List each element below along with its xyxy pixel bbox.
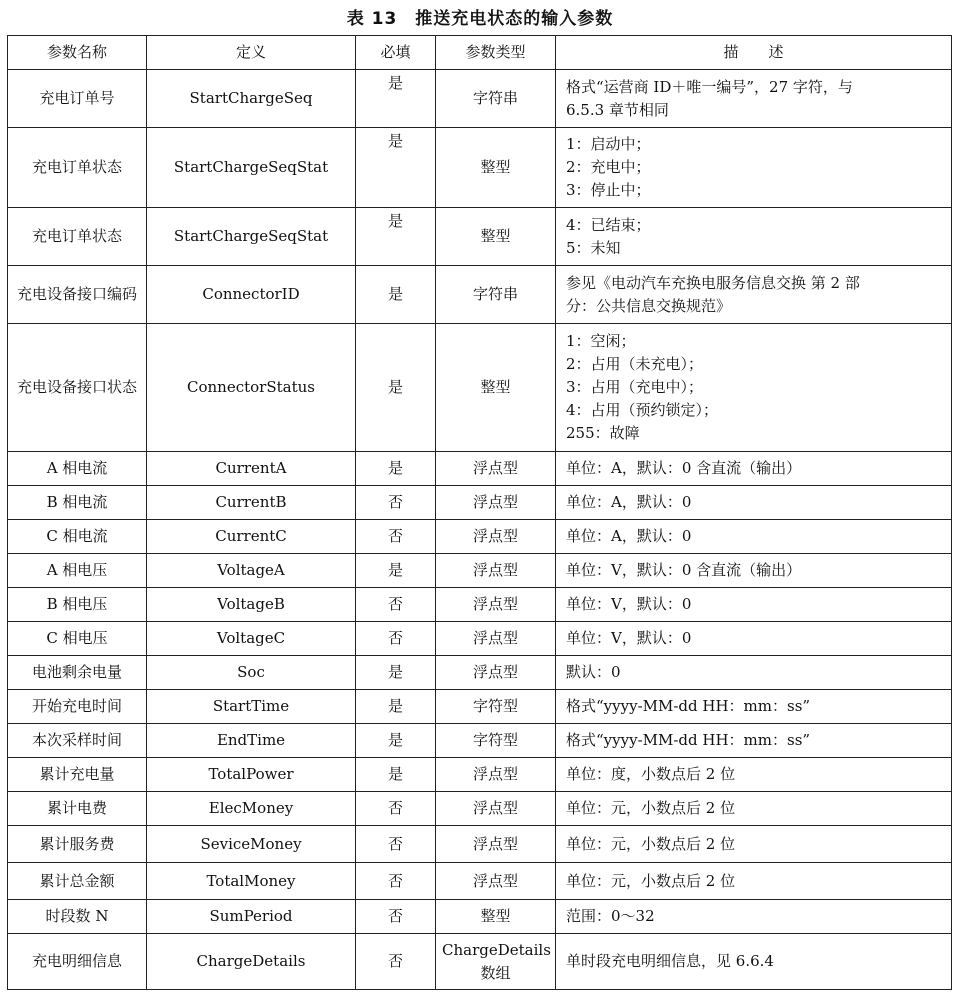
- description-cell: [556, 266, 952, 324]
- description-line: 格式“运营商 ID＋唯一编号”，27 字符，与: [566, 77, 853, 96]
- definition-cell: VoltageB: [147, 588, 356, 622]
- table-row: [8, 934, 952, 990]
- description-cell: [556, 622, 952, 656]
- description-cell: [556, 863, 952, 900]
- required-cell: 是: [356, 690, 436, 724]
- type-cell: 字符串: [436, 70, 556, 128]
- type-cell: 浮点型: [436, 554, 556, 588]
- description-line: 单位：V，默认：0: [566, 629, 692, 647]
- description-cell: [556, 900, 952, 934]
- description-line: 3：占用（充电中）；: [566, 378, 704, 396]
- description-line: 5：未知: [566, 238, 621, 257]
- description-line: 单位：元，小数点后 2 位: [566, 834, 736, 853]
- param-name-cell: 开始充电时间: [8, 690, 147, 724]
- description-line: 2：充电中；: [566, 158, 651, 176]
- description-line: 单位：V，默认：0 含直流（输出）: [566, 561, 802, 579]
- param-name-cell: B 相电压: [8, 588, 147, 622]
- table-row: [8, 863, 952, 900]
- definition-cell: ConnectorStatus: [147, 324, 356, 452]
- header-row: [8, 36, 952, 70]
- type-cell: 字符型: [436, 690, 556, 724]
- param-name-cell: A 相电流: [8, 452, 147, 486]
- param-name-cell: C 相电压: [8, 622, 147, 656]
- param-name-cell: B 相电流: [8, 486, 147, 520]
- required-cell: 否: [356, 934, 436, 990]
- required-cell: 否: [356, 792, 436, 826]
- definition-cell: SumPeriod: [147, 900, 356, 934]
- required-cell: 是: [356, 452, 436, 486]
- description-cell: [556, 70, 952, 128]
- type-cell: 浮点型: [436, 656, 556, 690]
- description-cell: [556, 128, 952, 208]
- header-description: 描 述: [556, 36, 952, 70]
- param-name-cell: 累计电费: [8, 792, 147, 826]
- table-row: [8, 208, 952, 266]
- description-line: 单位：度，小数点后 2 位: [566, 765, 736, 783]
- param-name-cell: 充电订单状态: [8, 128, 147, 208]
- table-row: [8, 900, 952, 934]
- type-cell: 浮点型: [436, 452, 556, 486]
- param-name-cell: 累计服务费: [8, 826, 147, 863]
- param-name-cell: C 相电流: [8, 520, 147, 554]
- description-cell: [556, 934, 952, 990]
- type-cell: 整型: [436, 900, 556, 934]
- required-cell: 是: [356, 758, 436, 792]
- type-cell: 浮点型: [436, 863, 556, 900]
- type-cell: 浮点型: [436, 588, 556, 622]
- description-line: 单位：A，默认：0: [566, 493, 692, 511]
- type-cell: 浮点型: [436, 792, 556, 826]
- table-caption: 表 13 推送充电状态的输入参数: [346, 9, 614, 29]
- required-cell: 是: [356, 128, 436, 208]
- table-row: [8, 792, 952, 826]
- param-name-cell: 充电订单状态: [8, 208, 147, 266]
- table-row: [8, 266, 952, 324]
- description-line: 默认：0: [566, 663, 621, 681]
- param-name-cell: A 相电压: [8, 554, 147, 588]
- description-cell: [556, 208, 952, 266]
- param-name-cell: 充电设备接口状态: [8, 324, 147, 452]
- type-cell: ChargeDetails 数组: [436, 934, 556, 990]
- required-cell: 否: [356, 863, 436, 900]
- type-cell: 浮点型: [436, 758, 556, 792]
- table-row: [8, 826, 952, 863]
- definition-cell: ChargeDetails: [147, 934, 356, 990]
- param-name-cell: 电池剩余电量: [8, 656, 147, 690]
- description-line: 单时段充电明细信息，见 6.6.4: [566, 952, 774, 970]
- type-cell: 字符型: [436, 724, 556, 758]
- definition-cell: TotalMoney: [147, 863, 356, 900]
- type-cell: 整型: [436, 128, 556, 208]
- description-line: 单位：V，默认：0: [566, 595, 692, 613]
- param-name-cell: 充电设备接口编码: [8, 266, 147, 324]
- description-cell: [556, 588, 952, 622]
- table-row: [8, 128, 952, 208]
- description-line: 参见《电动汽车充换电服务信息交换 第 2 部: [566, 273, 860, 292]
- description-line: 格式“yyyy-MM-dd HH：mm：ss”: [566, 697, 811, 715]
- description-cell: [556, 724, 952, 758]
- description-cell: [556, 324, 952, 452]
- table-row: [8, 324, 952, 452]
- table-row: [8, 70, 952, 128]
- definition-cell: Soc: [147, 656, 356, 690]
- description-cell: [556, 792, 952, 826]
- required-cell: 是: [356, 266, 436, 324]
- table-row: [8, 452, 952, 486]
- definition-cell: ConnectorID: [147, 266, 356, 324]
- description-cell: [556, 758, 952, 792]
- param-name-cell: 充电明细信息: [8, 934, 147, 990]
- required-cell: 否: [356, 486, 436, 520]
- required-cell: 否: [356, 588, 436, 622]
- type-cell: 整型: [436, 324, 556, 452]
- description-line: 单位：元，小数点后 2 位: [566, 799, 736, 817]
- type-cell: 整型: [436, 208, 556, 266]
- header-definition: 定义: [147, 36, 356, 70]
- param-name-cell: 累计总金额: [8, 863, 147, 900]
- header-required: 必填: [356, 36, 436, 70]
- definition-cell: StartChargeSeqStat: [147, 208, 356, 266]
- description-line: 4：占用（预约锁定）；: [566, 401, 719, 419]
- description-cell: [556, 656, 952, 690]
- required-cell: 是: [356, 656, 436, 690]
- definition-cell: CurrentA: [147, 452, 356, 486]
- required-cell: 是: [356, 208, 436, 266]
- definition-cell: VoltageC: [147, 622, 356, 656]
- required-cell: 是: [356, 724, 436, 758]
- type-cell: 浮点型: [436, 826, 556, 863]
- required-cell: 是: [356, 324, 436, 452]
- definition-cell: TotalPower: [147, 758, 356, 792]
- definition-cell: SeviceMoney: [147, 826, 356, 863]
- definition-cell: StartChargeSeq: [147, 70, 356, 128]
- description-line: 分：公共信息交换规范》: [566, 296, 732, 315]
- header-type: 参数类型: [436, 36, 556, 70]
- description-line: 范围：0～32: [566, 907, 655, 925]
- definition-cell: CurrentB: [147, 486, 356, 520]
- description-line: 6.5.3 章节相同: [566, 100, 669, 119]
- definition-cell: CurrentC: [147, 520, 356, 554]
- type-cell: 浮点型: [436, 520, 556, 554]
- description-line: 255：故障: [566, 424, 640, 442]
- type-cell: 浮点型: [436, 486, 556, 520]
- required-cell: 否: [356, 622, 436, 656]
- definition-cell: StartChargeSeqStat: [147, 128, 356, 208]
- table-body: [8, 70, 952, 990]
- description-line: 2：占用（未充电）；: [566, 355, 704, 373]
- required-cell: 否: [356, 520, 436, 554]
- header-name: 参数名称: [8, 36, 147, 70]
- table-row: [8, 656, 952, 690]
- description-line: 单位：A，默认：0: [566, 527, 692, 545]
- description-cell: [556, 520, 952, 554]
- description-line: 1：启动中；: [566, 135, 651, 153]
- description-cell: [556, 486, 952, 520]
- description-line: 单位：A，默认：0 含直流（输出）: [566, 459, 802, 477]
- table-row: [8, 588, 952, 622]
- type-cell: 浮点型: [436, 622, 556, 656]
- param-name-cell: 累计充电量: [8, 758, 147, 792]
- description-cell: [556, 690, 952, 724]
- description-cell: [556, 554, 952, 588]
- table-row: [8, 724, 952, 758]
- description-line: 3：停止中；: [566, 181, 651, 199]
- param-name-cell: 本次采样时间: [8, 724, 147, 758]
- required-cell: 否: [356, 826, 436, 863]
- table-row: [8, 758, 952, 792]
- param-name-cell: 时段数 N: [8, 900, 147, 934]
- required-cell: 是: [356, 554, 436, 588]
- description-line: 1：空闲；: [566, 332, 636, 350]
- required-cell: 否: [356, 900, 436, 934]
- input-params-table: [7, 35, 952, 990]
- required-cell: 是: [356, 70, 436, 128]
- type-cell: 字符串: [436, 266, 556, 324]
- description-line: 格式“yyyy-MM-dd HH：mm：ss”: [566, 731, 811, 749]
- description-line: 4：已结束；: [566, 215, 651, 234]
- description-cell: [556, 452, 952, 486]
- description-line: 单位：元，小数点后 2 位: [566, 871, 736, 890]
- definition-cell: VoltageA: [147, 554, 356, 588]
- table-row: [8, 520, 952, 554]
- table-row: [8, 554, 952, 588]
- table-row: [8, 690, 952, 724]
- description-cell: [556, 826, 952, 863]
- definition-cell: StartTime: [147, 690, 356, 724]
- table-row: [8, 622, 952, 656]
- table-row: [8, 486, 952, 520]
- definition-cell: EndTime: [147, 724, 356, 758]
- param-name-cell: 充电订单号: [8, 70, 147, 128]
- definition-cell: ElecMoney: [147, 792, 356, 826]
